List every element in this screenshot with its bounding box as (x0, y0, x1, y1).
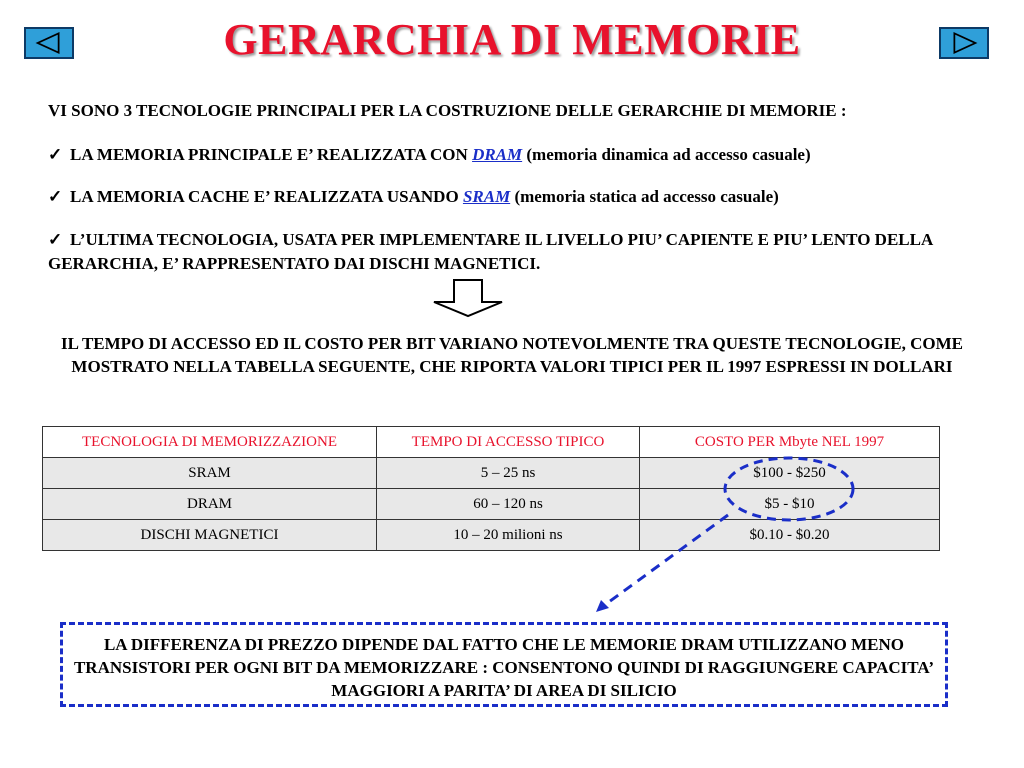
intro-text: VI SONO 3 TECNOLOGIE PRINCIPALI PER LA COSTRUZIONE DELLE GERARCHIE DI MEMORIE : (48, 101, 847, 120)
bullet-text: LA MEMORIA CACHE E’ REALIZZATA USANDO (70, 187, 463, 206)
cell-access-time: 10 – 20 milioni ns (377, 520, 640, 551)
technology-table (42, 426, 940, 551)
slide-title: GERARCHIA DI MEMORIE (223, 15, 801, 64)
down-arrow-icon (430, 278, 506, 318)
explanation-paragraph: IL TEMPO DI ACCESSO ED IL COSTO PER BIT VARIANO NOTEVOLMENTE TRA QUESTE TECNOLOGIE, COME MOSTRATO NELLA TABELLA SEGUENTE, CHE RIPORTA VALORI TIPICI PER IL 1997 ESPRESSI IN DOLLARI (60, 334, 963, 376)
cell-cost: $0.10 - $0.20 (640, 520, 940, 551)
cell-technology: DRAM (43, 489, 377, 520)
cell-access-time: 5 – 25 ns (377, 458, 640, 489)
sram-link[interactable]: SRAM (462, 187, 511, 206)
header-technology: TECNOLOGIA DI MEMORIZZAZIONE (43, 427, 377, 458)
cell-access-time: 60 – 120 ns (377, 489, 640, 520)
next-slide-button[interactable] (939, 27, 989, 59)
checkmark-icon: ✓ (48, 145, 63, 164)
bullet-dram (48, 143, 988, 167)
bullet-dischi (48, 228, 988, 276)
bullet-sram (48, 185, 988, 209)
checkmark-icon: ✓ (48, 187, 63, 206)
dram-link[interactable]: DRAM (472, 145, 523, 164)
header-access-time: TEMPO DI ACCESSO TIPICO (377, 427, 640, 458)
callout-arrowhead-icon (596, 600, 609, 612)
bullet-text: L’ULTIMA TECNOLOGIA, USATA PER IMPLEMENTARE IL LIVELLO PIU’ CAPIENTE E PIU’ LENTO DELLA GERARCHIA, E’ RAPPRESENTATO DAI DISCHI MAGNETICI. (48, 230, 933, 273)
table-header-row (43, 427, 940, 458)
callout-note: LA DIFFERENZA DI PREZZO DIPENDE DAL FATTO CHE LE MEMORIE DRAM UTILIZZANO MENO TRANSISTORI PER OGNI BIT DA MEMORIZZARE : CONSENTONO QUINDI DI RAGGIUNGERE CAPACITA’ MAGGIORI A PARITA’ DI AREA DI SILICIO (60, 622, 948, 707)
triangle-right-icon (941, 29, 987, 57)
table-row (43, 458, 940, 489)
bullet-text: (memoria statica ad accesso casuale) (510, 187, 779, 206)
cell-cost: $100 - $250 (640, 458, 940, 489)
header-cost: COSTO PER Mbyte NEL 1997 (640, 427, 940, 458)
cell-cost: $5 - $10 (640, 489, 940, 520)
table-row (43, 489, 940, 520)
bullet-text: (memoria dinamica ad accesso casuale) (522, 145, 811, 164)
bullet-text: LA MEMORIA PRINCIPALE E’ REALIZZATA CON (70, 145, 473, 164)
checkmark-icon: ✓ (48, 230, 63, 249)
cell-technology: SRAM (43, 458, 377, 489)
table-row (43, 520, 940, 551)
cell-technology: DISCHI MAGNETICI (43, 520, 377, 551)
